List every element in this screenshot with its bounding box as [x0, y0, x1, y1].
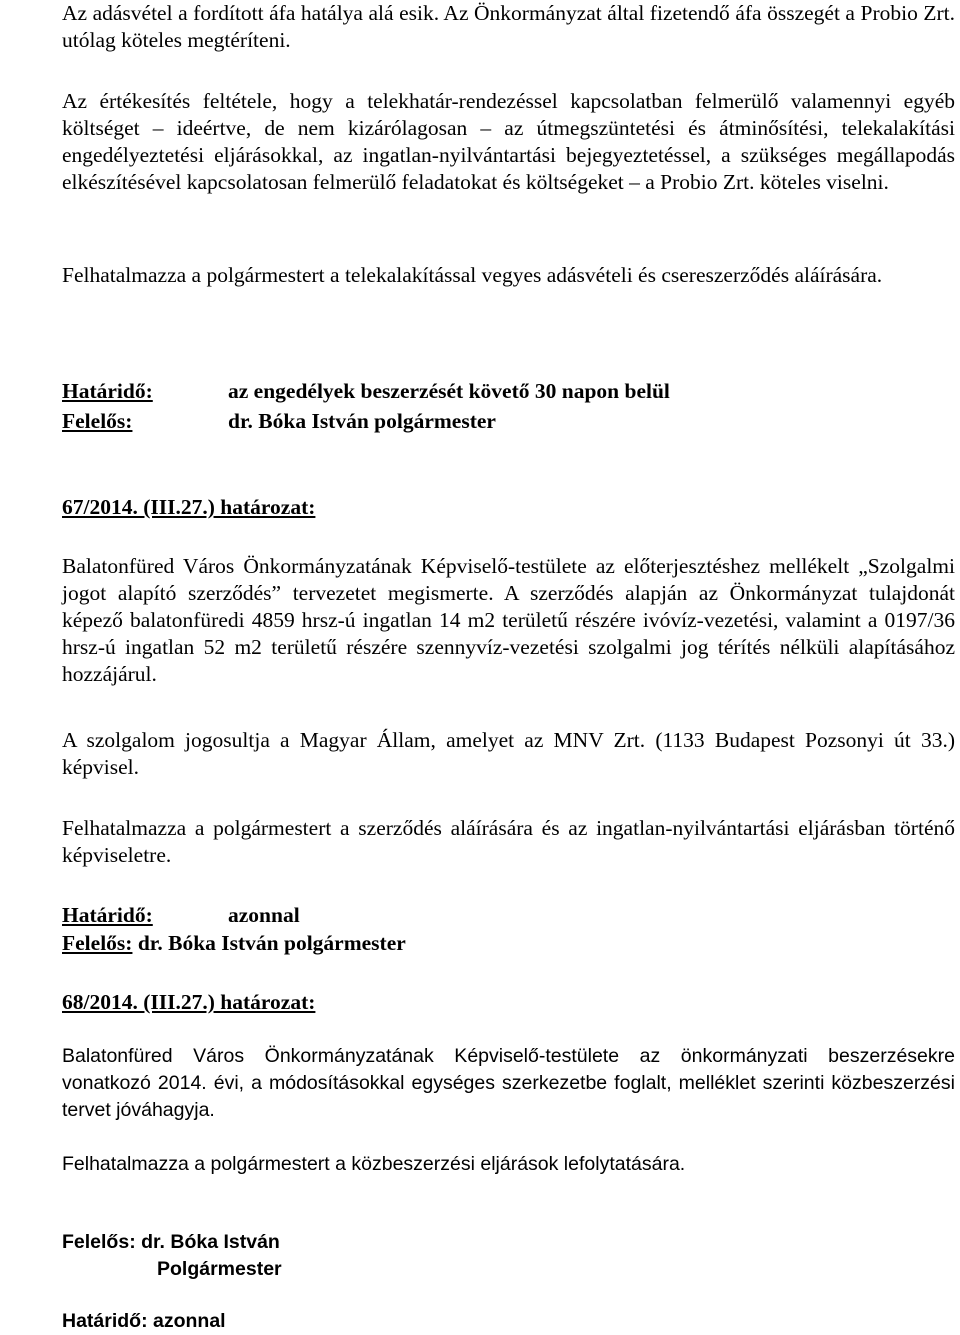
resolution-68-heading: 68/2014. (III.27.) határozat:	[62, 990, 316, 1014]
deadline-value: azonnal	[228, 903, 300, 927]
resolution-68-paragraph-1: Balatonfüred Város Önkormányzatának Képviselő-testülete az önkormányzati beszerzésekre vonatkozó 2014. évi, a módosításokkal egységes szerkezetbe foglalt, melléklet szerinti közbeszerzési tervet jóváhagyja.	[62, 1045, 955, 1121]
resolution-67-paragraph-2: A szolgalom jogosultja a Magyar Állam, amelyet az MNV Zrt. (1133 Budapest Pozsonyi út 33.) képvisel.	[62, 728, 955, 779]
responsible-label: Felelős:	[62, 931, 133, 955]
deadline-label: Határidő:	[62, 903, 153, 927]
resolution-67-heading: 67/2014. (III.27.) határozat:	[62, 495, 316, 519]
responsible-value: dr. Bóka István polgármester	[137, 931, 406, 955]
responsible-value: dr. Bóka István polgármester	[228, 409, 496, 433]
resolution-68-paragraph-2: Felhatalmazza a polgármestert a közbeszerzési eljárások lefolytatására.	[62, 1153, 686, 1175]
responsible-label: Felelős:	[62, 409, 133, 433]
resolution-68-responsible-title: Polgármester	[157, 1258, 282, 1280]
resolution-68-deadline: Határidő: azonnal	[62, 1310, 226, 1332]
deadline-label: Határidő:	[62, 379, 153, 403]
paragraph-vat: Az adásvétel a fordított áfa hatálya alá esik. Az Önkormányzat által fizetendő áfa összegét a Probio Zrt. utólag köteles megtéríteni.	[62, 1, 955, 52]
resolution-68-responsible: Felelős: dr. Bóka István	[62, 1231, 280, 1253]
resolution-67-paragraph-3: Felhatalmazza a polgármestert a szerződés aláírására és az ingatlan-nyilvántartási eljárásban történő képviseletre.	[62, 816, 955, 867]
responsible-row-67	[62, 930, 955, 957]
resolution-67-paragraph-1: Balatonfüred Város Önkormányzatának Képviselő-testülete az előterjesztéshez mellékelt „Szolgalmi jogot alapító szerződés” tervezetet megismerte. A szerződés alapján az Önkormányzat tulajdonát képező balatonfüredi 4859 hrsz-ú ingatlan 14 m2 területű részére ivóvíz-vezetési, valamint a 0197/36 hrsz-ú ingatlan 52 m2 területű részére szennyvíz-vezetési szolgalmi jog térítés nélküli alapításához hozzájárul.	[62, 554, 955, 686]
paragraph-sale-condition: Az értékesítés feltétele, hogy a telekhatár-rendezéssel kapcsolatban felmerülő valamennyi egyéb költséget – ideértve, de nem kizárólagosan – az útmegszüntetési és átminősítési, telekalakítási engedélyeztetési eljárásokkal, az ingatlan-nyilvántartási bejegyeztetéssel, a szükséges megállapodás elkészítésével kapcsolatosan felmerülő feladatokat és költségeket – a Probio Zrt. köteles viselni.	[62, 89, 955, 194]
deadline-value: az engedélyek beszerzését követő 30 napon belül	[228, 379, 670, 403]
paragraph-authorization-1: Felhatalmazza a polgármestert a telekalakítással vegyes adásvételi és csereszerződés aláírására.	[62, 263, 883, 287]
